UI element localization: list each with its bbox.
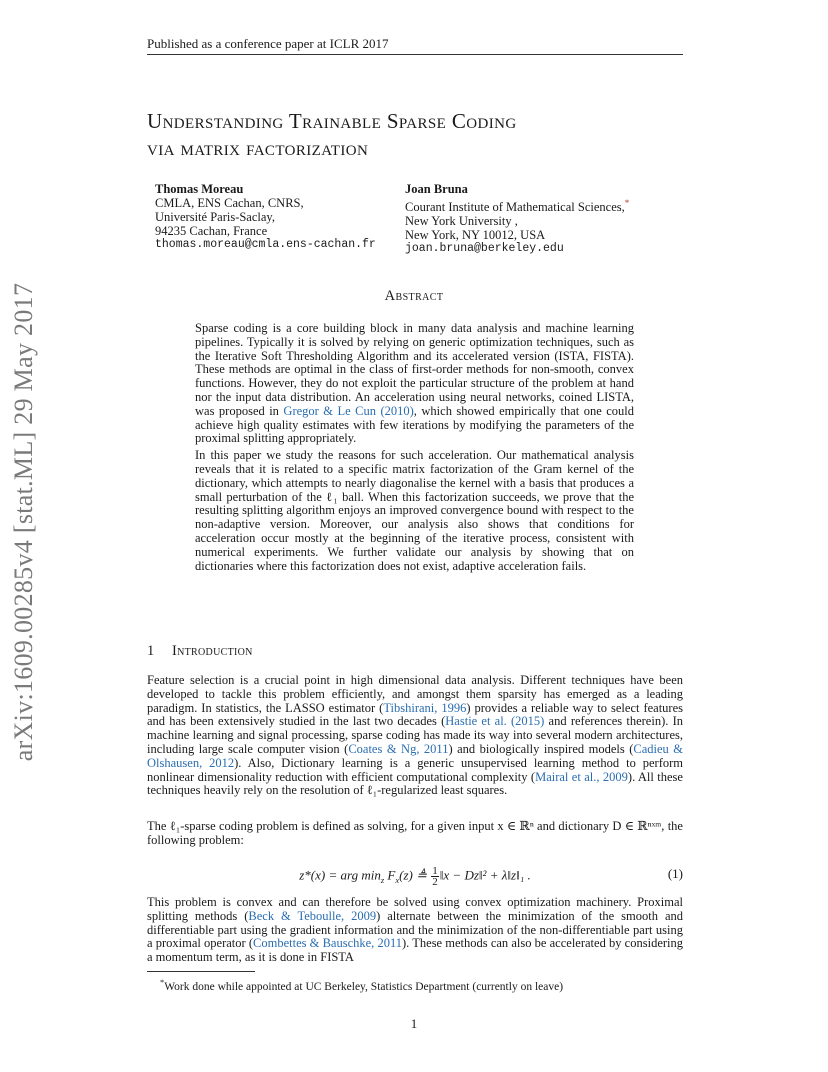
text-run: , which showed empirically that one could achieve high quality estimates with few iterations by modifying the parameters of the proximal splitting appropriately. [195,403,634,446]
author-affiliation: Université Paris-Saclay, [155,210,275,224]
section-title: Introduction [172,643,253,659]
eq-mid-sub: x [395,875,400,886]
citation-link[interactable]: Tibshirani, 1996 [383,700,467,715]
abstract-body [195,322,634,576]
text-run: The ℓ₁-sparse coding problem is defined as solving, for a given input x ∈ ℝⁿ and dictionary D ∈ ℝⁿˣᵐ, the following problem: [147,819,683,847]
footnote-rule [147,971,255,972]
paper-title-line1: Understanding Trainable Sparse Coding [147,109,517,133]
intro-paragraph-2 [147,820,683,848]
author-affiliation-text: Courant Institute of Mathematical Sciences, [405,200,625,215]
footnote-text: Work done while appointed at UC Berkeley, Statistics Department (currently on leave) [164,980,564,993]
text-run: In this paper we study the reasons for such acceleration. Our mathematical analysis reveals that it is related to a specific matrix factorization of the Gram kernel of the dictionary, which attempts to nearly diagonalise the kernel with a basis that produces a small perturbation of the [195,448,634,504]
text-run: Sparse coding is a core building block in many data analysis and machine learning pipelines. Typically it is solved by relying on generic optimization techniques, such as the Iterative Soft Thresholding Algorithm and its accelerated version (ISTA, FISTA). These methods are optimal in the class of first-order methods for non-smooth, convex functions. However, they do not exploit the particular structure of the problem at hand nor the input data distribution. An acceleration using neural networks, coined LISTA, was proposed in [195,321,634,418]
author-affiliation: New York University , [405,214,518,229]
eq-frac-num: 1 [432,865,438,877]
eq-rhs: ‖x − Dz‖² + λ‖z‖₁ . [439,867,531,883]
text-run: ) and biologically inspired models ( [448,741,634,756]
author-block-bruna [405,182,629,256]
author-affiliation: New York, NY 10012, USA [405,228,546,243]
math-l1: ℓ₁ [326,489,338,504]
text-run: This problem is convex and can therefore be solved using convex optimization machinery. Proximal splitting methods ( [147,895,683,923]
text-run: ball. When this factorization succeeds, we prove that the resulting splitting algorithm enjoys an improved convergence bound with respect to the non-adaptive version. Moreover, our analysis also shows that conditions for acceleration occur mostly at the beginning of the iterative process, consistent with numerical experiments. We further validate our analysis by showing that on dictionaries where this factorization does not exist, adaptive acceleration fails. [195,489,634,573]
author-block-moreau [155,182,376,252]
abstract-paragraph-1 [195,322,634,446]
abstract-heading: Abstract [384,288,444,304]
author-affiliation: CMLA, ENS Cachan, CNRS, [155,196,304,210]
section-heading-introduction [147,643,253,660]
citation-link[interactable]: Combettes & Bauschke, 2011 [253,936,403,951]
footnote-marker[interactable]: * [624,198,630,208]
citation-link[interactable]: Coates & Ng, 2011 [348,741,449,756]
text-run: Feature selection is a crucial point in high dimensional data analysis. Different techniques have been developed to tackle this problem efficiently, and amongst them sparsity has emerged as a leading paradigm. In statistics, the LASSO estimator ( [147,673,683,715]
equation-number: (1) [667,866,683,881]
citation-link[interactable]: Mairal et al., 2009 [535,769,628,784]
eq-mid2: (z) ≜ [399,867,431,883]
footnote-mark: * [160,977,165,987]
citation-link[interactable]: Gregor & Le Cun (2010) [283,403,414,418]
footnote [160,977,563,993]
running-header: Published as a conference paper at ICLR 2017 [147,36,389,51]
author-name: Joan Bruna [405,182,468,196]
page-number: 1 [410,1016,418,1031]
arxiv-stamp-text: arXiv:1609.00285v4 [stat.ML] 29 May 2017 [9,282,38,762]
author-affiliation [405,196,629,214]
intro-paragraph-1 [147,674,683,798]
text-run: ). Also, Dictionary learning is a generic unsupervised learning method to perform nonlinear dimensionality reduction with efficient computational complexity ( [147,755,683,784]
abstract-paragraph-2 [195,449,634,573]
text-run: ). All these techniques heavily rely on the resolution of ℓ₁-regularized least squares. [147,769,683,798]
author-name: Thomas Moreau [155,182,244,196]
citation-link[interactable]: Hastie et al. (2015) [445,714,545,729]
eq-mid: F [384,867,396,883]
eq-frac-den: 2 [432,876,438,888]
equation-1 [147,862,683,888]
equation-body [147,866,683,887]
section-number: 1 [147,643,155,659]
header-rule [147,54,683,55]
author-affiliation: 94235 Cachan, France [155,224,268,238]
text-run: ). These methods can also be accelerated by considering a momentum term, as it is done in FISTA [147,936,684,965]
text-run: ) alternate between the minimization of the smooth and differentiable part using the gradient information and the minimization of the non-differentiable part using a proximal operator ( [147,908,683,951]
author-email[interactable]: thomas.moreau@cmla.ens-cachan.fr [155,238,376,251]
text-run: ) provides a reliable way to select features and has been extensively studied in the last two decades ( [147,700,683,729]
citation-link[interactable]: Beck & Teboulle, 2009 [248,908,377,923]
arxiv-stamp [4,272,44,772]
eq-fraction [431,866,439,887]
paper-title-line2: via matrix factorization [147,136,369,160]
author-email[interactable]: joan.bruna@berkeley.edu [405,242,564,256]
text-run: and references therein). In machine learning and signal processing, sparse coding has made its way into several modern architectures, including large scale computer vision ( [147,714,683,756]
citation-link[interactable]: Cadieu & Olshausen, 2012 [147,741,684,770]
eq-sub: z [380,875,385,886]
paper-title [147,108,707,162]
eq-lhs: z*(x) = arg min [299,867,381,883]
intro-paragraph-3 [147,896,683,965]
